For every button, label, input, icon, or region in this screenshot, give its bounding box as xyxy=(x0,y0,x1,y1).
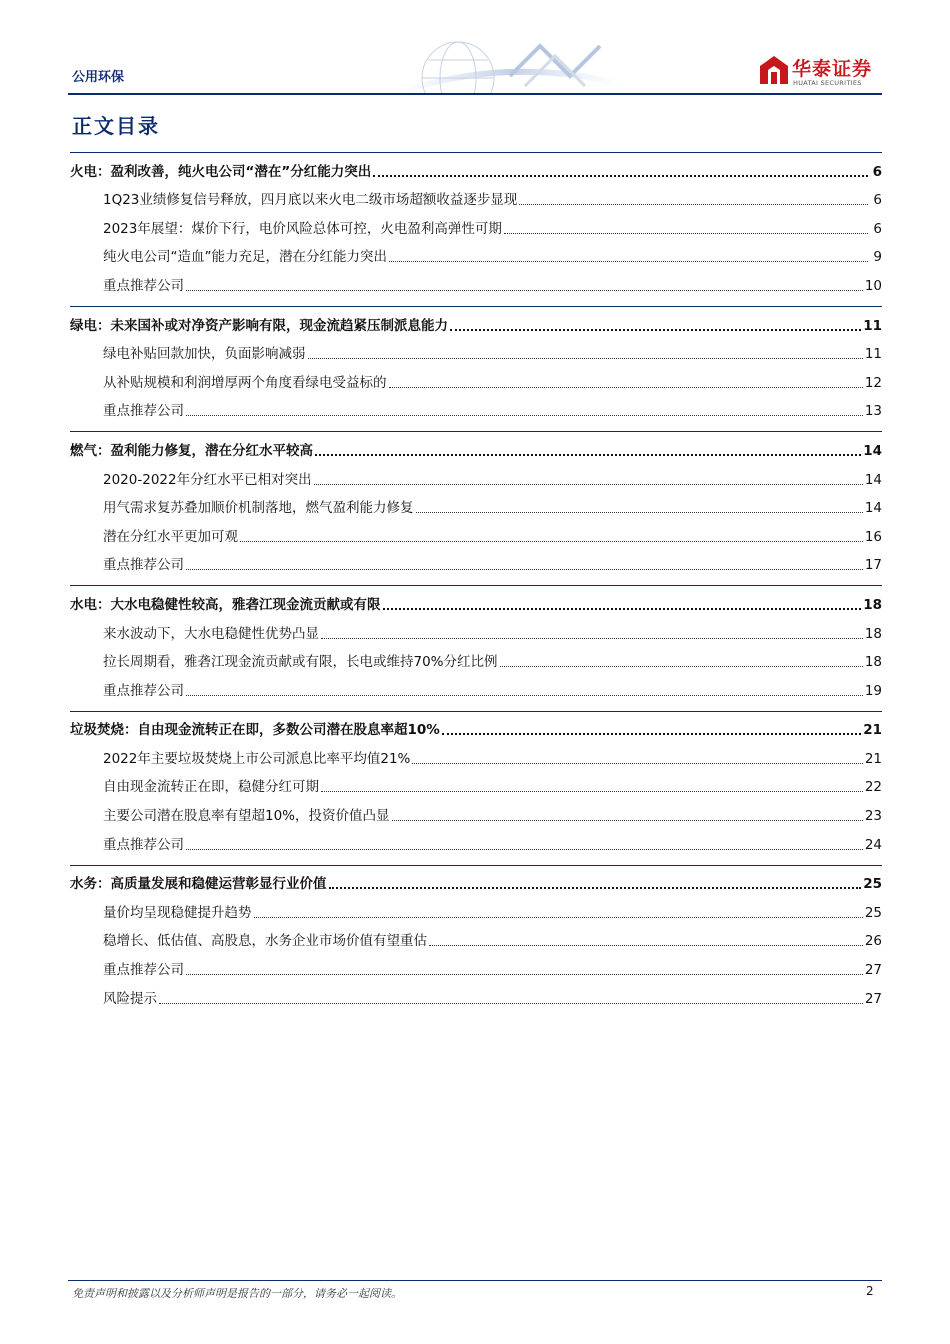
dot-leader xyxy=(519,204,868,205)
toc-page-number: 21 xyxy=(863,722,882,739)
toc-sub-entry[interactable] xyxy=(70,547,882,576)
toc-page-number: 21 xyxy=(864,750,882,767)
toc-page-number: 10 xyxy=(864,277,882,294)
toc-sub-entry[interactable] xyxy=(70,239,882,268)
toc-sub-entry[interactable] xyxy=(70,740,882,769)
toc-main-entry[interactable] xyxy=(70,586,882,615)
toc-entry-title: 重点推荐公司 xyxy=(103,403,184,420)
toc-sub-entry[interactable] xyxy=(70,980,882,1009)
toc-entry-title: 量价均呈现稳健提升趋势 xyxy=(103,904,252,921)
dot-leader xyxy=(389,261,868,262)
toc-entry-title: 稳增长、低估值、高股息，水务企业市场价值有望重估 xyxy=(103,933,427,950)
toc-entry-title: 主要公司潜在股息率有望超10%，投资价值凸显 xyxy=(103,808,390,825)
toc-page-number: 14 xyxy=(864,471,882,488)
toc-page-number: 25 xyxy=(864,904,882,921)
toc-sub-entry[interactable] xyxy=(70,951,882,980)
toc-page-number: 9 xyxy=(873,249,882,266)
huatai-logo-icon xyxy=(760,56,788,86)
toc-entry-title: 重点推荐公司 xyxy=(103,836,184,853)
dot-leader xyxy=(450,329,861,331)
toc-entry-title: 1Q23业绩修复信号释放，四月底以来火电二级市场超额收益逐步显现 xyxy=(103,192,518,209)
toc-sub-entry[interactable] xyxy=(70,644,882,673)
toc-entry-title: 水电：大水电稳健性较高，雅砻江现金流贡献或有限 xyxy=(70,596,381,613)
header-divider xyxy=(68,93,882,95)
toc-entry-title: 火电：盈利改善，纯火电公司“潜在”分红能力突出 xyxy=(70,163,372,180)
toc-page-number: 19 xyxy=(864,682,882,699)
toc-sub-entry[interactable] xyxy=(70,826,882,855)
dot-leader xyxy=(416,512,863,513)
toc-page-number: 27 xyxy=(864,962,882,979)
toc-page-number: 6 xyxy=(873,192,882,209)
dot-leader xyxy=(314,484,863,485)
dot-leader xyxy=(392,820,863,821)
toc-title: 正文目录 xyxy=(72,114,160,138)
logo-chinese-name: 华泰证券 xyxy=(792,58,873,80)
toc-entry-title: 绿电：未来国补或对净资产影响有限，现金流趋紧压制派息能力 xyxy=(70,317,448,334)
globe-graphic-icon xyxy=(400,26,620,94)
toc-page-number: 14 xyxy=(863,442,882,459)
dot-leader xyxy=(321,791,863,792)
toc-sub-entry[interactable] xyxy=(70,769,882,798)
toc-entry-title: 2020-2022年分红水平已相对突出 xyxy=(103,471,312,488)
toc-entry-title: 从补贴规模和利润增厚两个角度看绿电受益标的 xyxy=(103,374,387,391)
dot-leader xyxy=(504,233,868,234)
toc-entry-title: 纯火电公司“造血”能力充足，潜在分红能力突出 xyxy=(103,249,387,266)
toc-entry-title: 重点推荐公司 xyxy=(103,557,184,574)
toc-section xyxy=(70,306,882,421)
toc-page-number: 22 xyxy=(864,779,882,796)
toc-entry-title: 潜在分红水平更加可观 xyxy=(103,528,238,545)
toc-section xyxy=(70,152,882,296)
toc-section xyxy=(70,865,882,1009)
toc-entry-title: 用气需求复苏叠加顺价机制落地，燃气盈利能力修复 xyxy=(103,500,414,517)
toc-sub-entry[interactable] xyxy=(70,615,882,644)
toc-page-number: 18 xyxy=(864,654,882,671)
toc-sub-entry[interactable] xyxy=(70,490,882,519)
toc-sub-entry[interactable] xyxy=(70,267,882,296)
toc-sub-entry[interactable] xyxy=(70,182,882,211)
dot-leader xyxy=(186,849,863,850)
toc-sub-entry[interactable] xyxy=(70,672,882,701)
toc-section xyxy=(70,431,882,575)
toc-entry-title: 重点推荐公司 xyxy=(103,277,184,294)
toc-entry-title: 2023年展望：煤价下行，电价风险总体可控，火电盈利高弹性可期 xyxy=(103,220,502,237)
toc-entry-title: 风险提示 xyxy=(103,990,157,1007)
toc-page-number: 11 xyxy=(863,317,882,334)
dot-leader xyxy=(321,638,863,639)
toc-entry-title: 燃气：盈利能力修复，潜在分红水平较高 xyxy=(70,442,313,459)
dot-leader xyxy=(329,887,862,889)
dot-leader xyxy=(240,541,863,542)
dot-leader xyxy=(186,415,863,416)
table-of-contents xyxy=(70,152,882,1009)
dot-leader xyxy=(429,945,863,946)
toc-sub-entry[interactable] xyxy=(70,518,882,547)
dot-leader xyxy=(186,974,863,975)
toc-sub-entry[interactable] xyxy=(70,393,882,422)
dot-leader xyxy=(186,695,863,696)
toc-sub-entry[interactable] xyxy=(70,797,882,826)
dot-leader xyxy=(389,387,863,388)
toc-sub-entry[interactable] xyxy=(70,364,882,393)
page-number: 2 xyxy=(866,1284,874,1298)
toc-page-number: 14 xyxy=(864,500,882,517)
toc-main-entry[interactable] xyxy=(70,432,882,461)
toc-section xyxy=(70,585,882,700)
toc-page-number: 27 xyxy=(864,990,882,1007)
toc-sub-entry[interactable] xyxy=(70,210,882,239)
toc-entry-title: 垃圾焚烧：自由现金流转正在即，多数公司潜在股息率超10% xyxy=(70,722,440,739)
toc-page-number: 18 xyxy=(863,596,882,613)
dot-leader xyxy=(412,763,862,764)
page-header xyxy=(0,0,950,96)
toc-main-entry[interactable] xyxy=(70,712,882,741)
toc-page-number: 26 xyxy=(864,933,882,950)
toc-page-number: 11 xyxy=(864,346,882,363)
toc-sub-entry[interactable] xyxy=(70,461,882,490)
toc-entry-title: 重点推荐公司 xyxy=(103,682,184,699)
toc-section xyxy=(70,711,882,855)
toc-page-number: 6 xyxy=(873,220,882,237)
toc-page-number: 25 xyxy=(863,876,882,893)
dot-leader xyxy=(442,733,861,735)
dot-leader xyxy=(159,1003,863,1004)
toc-entry-title: 自由现金流转正在即，稳健分红可期 xyxy=(103,779,319,796)
section-tag: 公用环保 xyxy=(72,70,125,85)
toc-entry-title: 重点推荐公司 xyxy=(103,962,184,979)
toc-page-number: 17 xyxy=(864,557,882,574)
toc-page-number: 24 xyxy=(864,836,882,853)
toc-sub-entry[interactable] xyxy=(70,336,882,365)
toc-page-number: 12 xyxy=(864,374,882,391)
toc-entry-title: 水务：高质量发展和稳健运营彰显行业价值 xyxy=(70,876,327,893)
footer-divider xyxy=(68,1280,882,1281)
toc-page-number: 13 xyxy=(864,403,882,420)
toc-entry-title: 2022年主要垃圾焚烧上市公司派息比率平均值21% xyxy=(103,750,411,767)
toc-main-entry[interactable] xyxy=(70,866,882,895)
dot-leader xyxy=(315,454,861,456)
toc-sub-entry[interactable] xyxy=(70,894,882,923)
toc-entry-title: 绿电补贴回款加快，负面影响减弱 xyxy=(103,346,306,363)
toc-page-number: 6 xyxy=(872,163,882,180)
toc-entry-title: 来水波动下，大水电稳健性优势凸显 xyxy=(103,625,319,642)
footer-disclaimer: 免责声明和披露以及分析师声明是报告的一部分，请务必一起阅读。 xyxy=(72,1287,402,1300)
dot-leader xyxy=(373,175,868,177)
dot-leader xyxy=(186,290,863,291)
toc-main-entry[interactable] xyxy=(70,307,882,336)
toc-page-number: 16 xyxy=(864,528,882,545)
dot-leader xyxy=(254,917,863,918)
dot-leader xyxy=(383,608,862,610)
logo-english-name: HUATAI SECURITIES xyxy=(793,79,862,87)
dot-leader xyxy=(500,666,863,667)
huatai-logo xyxy=(760,52,885,92)
dot-leader xyxy=(186,569,863,570)
toc-sub-entry[interactable] xyxy=(70,923,882,952)
toc-page-number: 23 xyxy=(864,808,882,825)
dot-leader xyxy=(308,358,863,359)
toc-main-entry[interactable] xyxy=(70,153,882,182)
toc-entry-title: 拉长周期看，雅砻江现金流贡献或有限，长电或维持70%分红比例 xyxy=(103,654,498,671)
toc-page-number: 18 xyxy=(864,625,882,642)
